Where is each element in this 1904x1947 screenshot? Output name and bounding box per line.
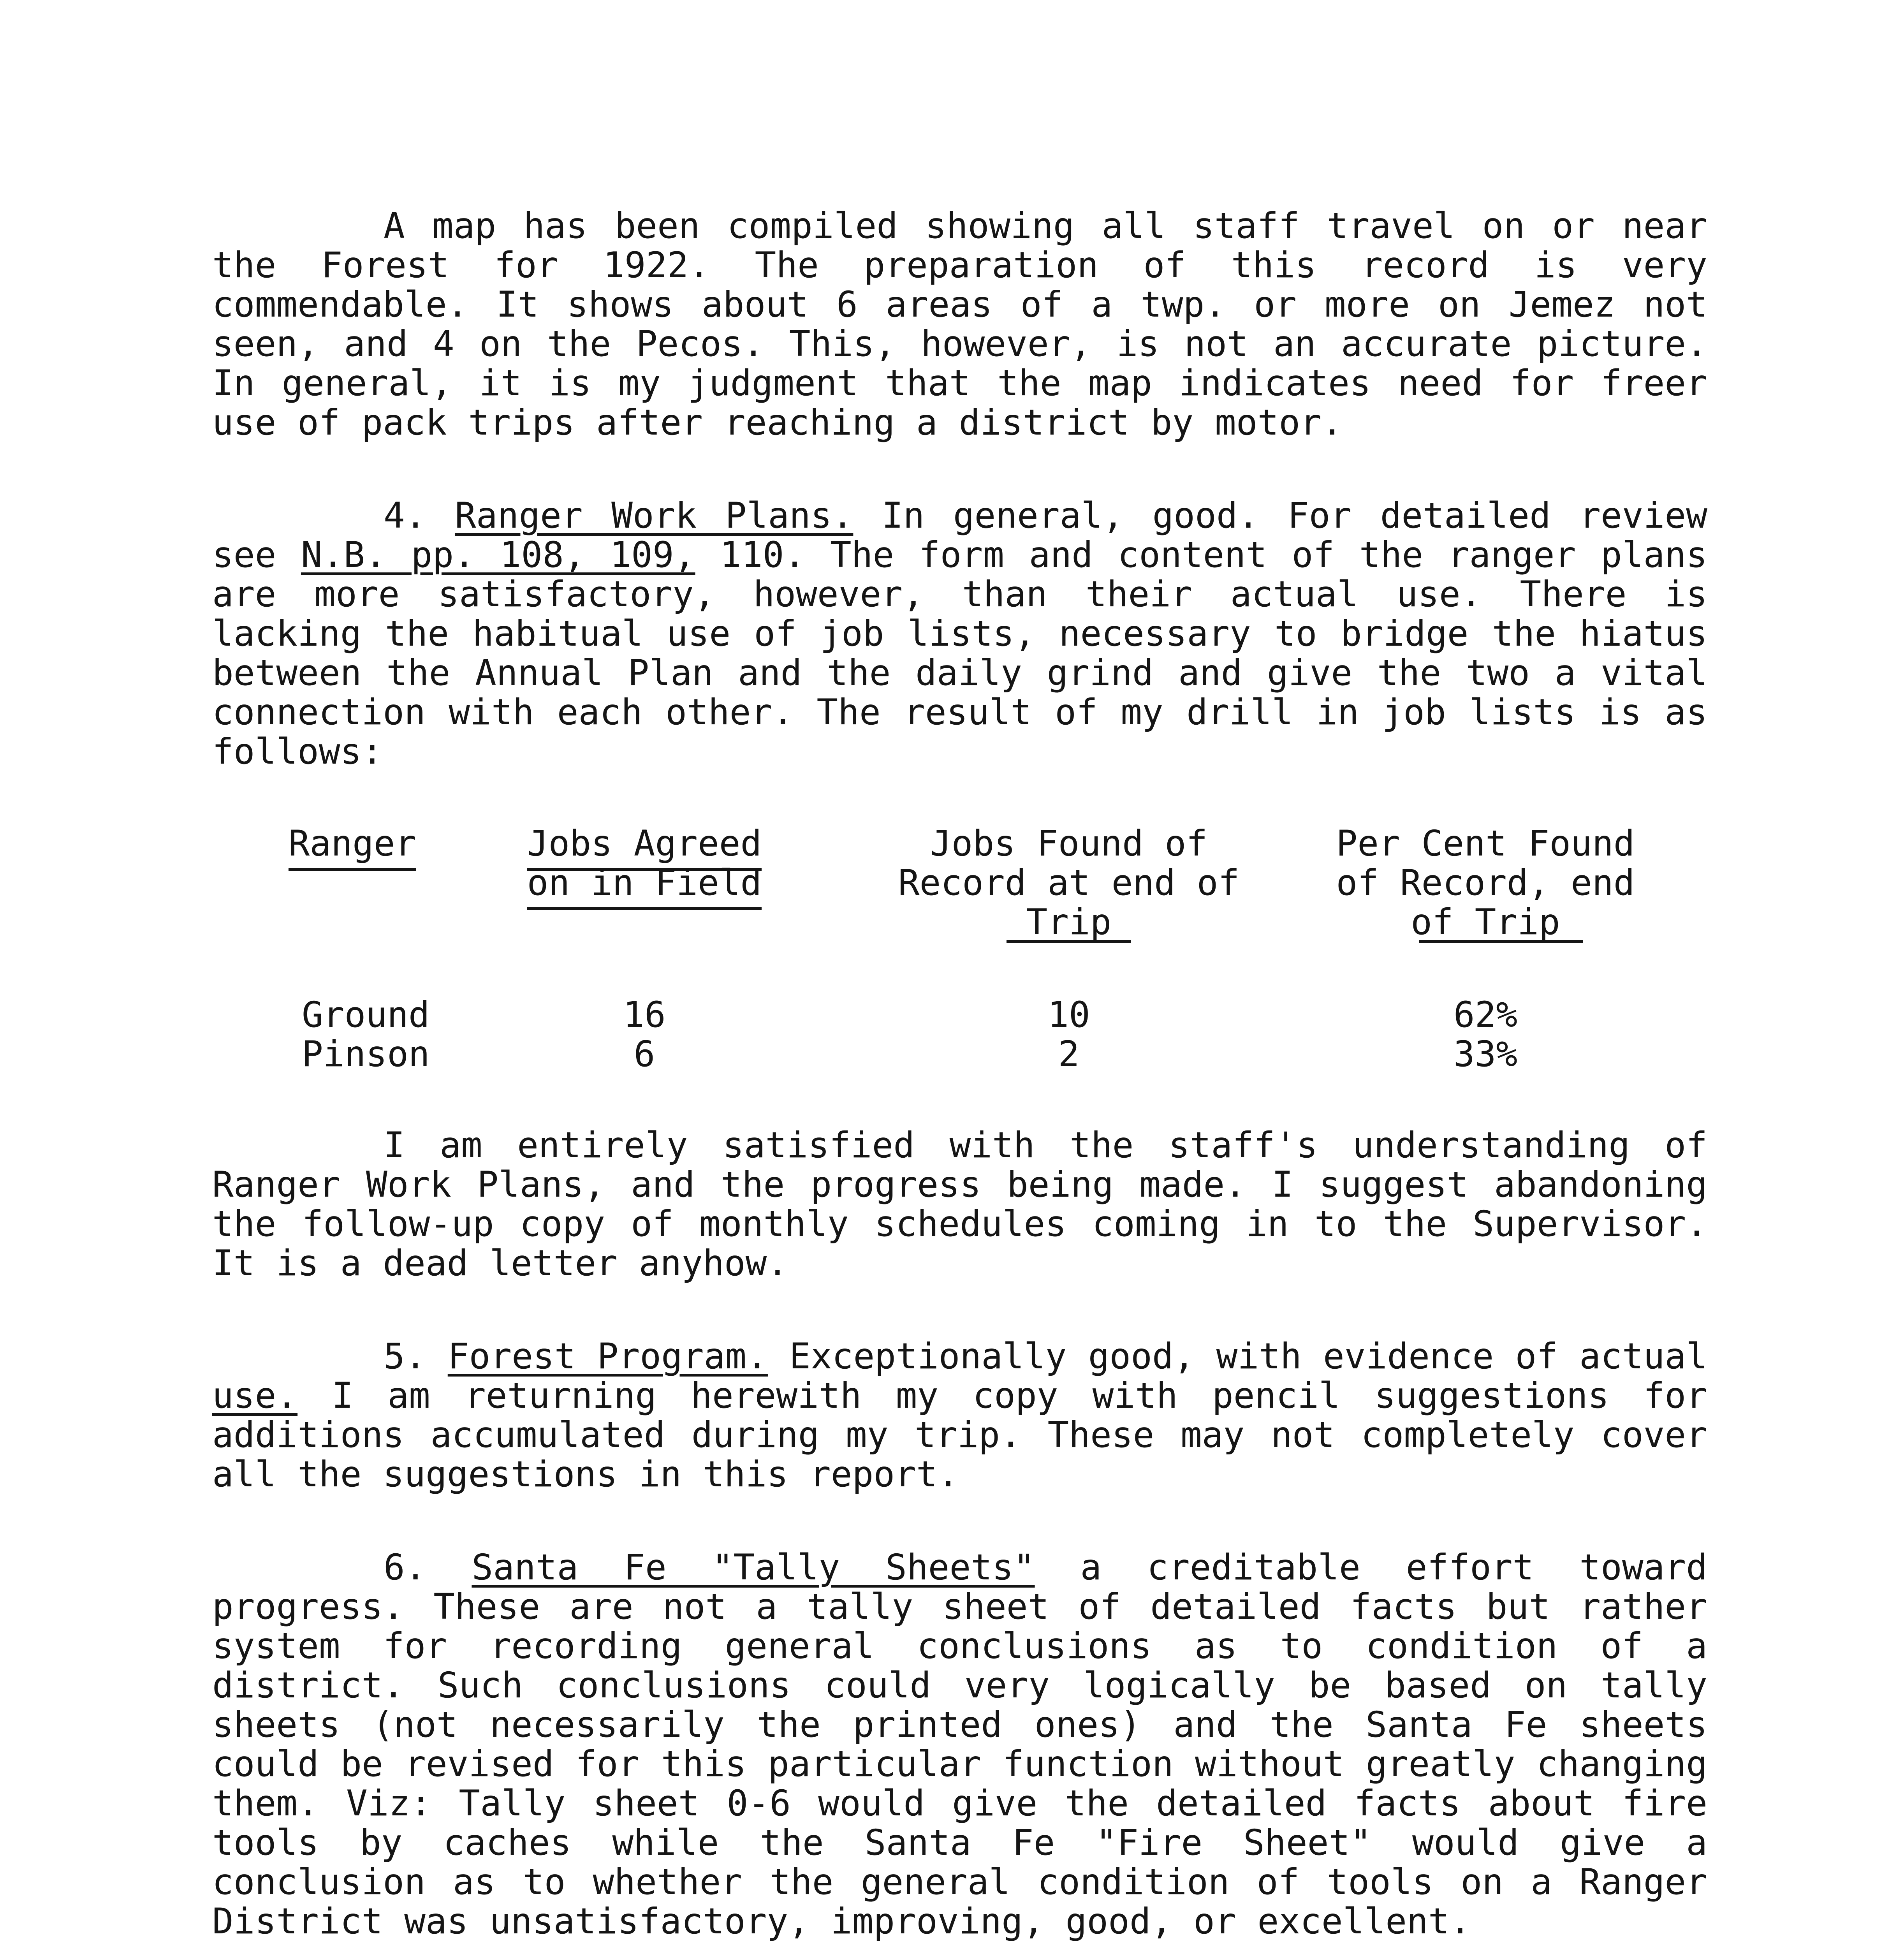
cell-jobs-agreed: 16 — [623, 995, 666, 1035]
section-heading: Ranger Work Plans. — [454, 495, 853, 536]
cell-jobs-agreed: 6 — [633, 1034, 655, 1075]
header-jobs-found-label: Jobs Found of Record at end of Trip — [898, 823, 1240, 943]
paragraph-tally-sheets — [212, 1547, 1729, 1942]
section-heading: Santa Fe "Tally Sheets" — [472, 1547, 1035, 1588]
paragraph-text: Exceptionally good, with evidence of actual — [767, 1336, 1729, 1377]
header-underline — [1007, 940, 1131, 943]
paragraph-ranger-work-plans — [212, 495, 1729, 772]
cell-percent-found: 33% — [1453, 1034, 1518, 1075]
paragraph-text: A map has been compiled showing all staff travel on or near the Forest for 1922. The preparation of this record is very commendable. It shows about 6 areas of a twp. or more on Jemez not seen, and 4 on the Pecos. This, however, is not an accurate picture. In general, it is my judgment that the map indicates need for freer use of pack trips after reaching a district by motor. — [212, 206, 1729, 443]
section-number: 4. — [384, 495, 426, 536]
page-reference: N.B. pp. 108, 109, — [301, 535, 695, 576]
cell-ranger: Pinson — [302, 1034, 430, 1075]
header-percent-found — [1310, 824, 1661, 942]
section-heading: Forest Program. — [447, 1336, 768, 1377]
paragraph-text: In general, good. For detailed review see — [212, 495, 1729, 576]
page-body — [212, 206, 1729, 1947]
underlined-word: use. — [212, 1375, 298, 1416]
header-underline — [1419, 940, 1583, 943]
header-jobs-found — [874, 824, 1263, 942]
paragraph-text: a creditable effort toward progress. These are not a tally sheet of detailed facts but rather system for recording general conclusions as to condition of a district. Such conclusions could very logically be based on tally sheets (not necessarily the printed ones) and the Santa Fe sheets could be revised for this particular function without greatly changing them. Viz: Tally sheet 0-6 would give the detailed facts about fire tools by caches while the Santa Fe "Fire Sheet" would give a conclusion as to whether the general condition of tools on a Ranger District was unsatisfactory, improving, good, or excellent. — [212, 1547, 1729, 1942]
paragraph-forest-program — [212, 1336, 1729, 1495]
paragraph-map-travel — [212, 206, 1729, 443]
header-jobs-agreed-label: Jobs Agreed on in Field — [527, 823, 762, 910]
header-percent-found-label: Per Cent Found of Record, end of Trip — [1336, 823, 1635, 943]
cell-percent-found: 62% — [1453, 995, 1518, 1035]
header-jobs-agreed — [508, 824, 781, 903]
header-ranger-label: Ranger — [289, 823, 417, 871]
section-number: 6. — [384, 1547, 426, 1588]
cell-ranger: Ground — [302, 995, 430, 1035]
paragraph-text: 110. The form and content of the ranger plans are more satisfactory, however, than their actual use. There is lacking the habitual use of job lists, necessary to bridge the hiatus between the Annual Plan and the daily grind and give the two a vital connection with each other. The result of my drill in job lists is as follows: — [212, 535, 1729, 772]
cell-jobs-found: 10 — [1047, 995, 1090, 1035]
paragraph-work-plans-satisfied — [212, 1125, 1729, 1284]
section-number: 5. — [384, 1336, 426, 1377]
paragraph-text: I am entirely satisfied with the staff's understanding of Ranger Work Plans, and the progress being made. I suggest abandoning the follow-up copy of monthly schedules coming in to the Supervisor. It is a dead letter anyhow. — [212, 1125, 1729, 1284]
paragraph-text: I am returning herewith my copy with pencil suggestions for additions accumulated during my trip. These may not completely cover all the suggestions in this report. — [212, 1375, 1729, 1495]
job-list-table — [212, 824, 1707, 1077]
cell-jobs-found: 2 — [1058, 1034, 1080, 1075]
header-ranger — [271, 824, 434, 863]
